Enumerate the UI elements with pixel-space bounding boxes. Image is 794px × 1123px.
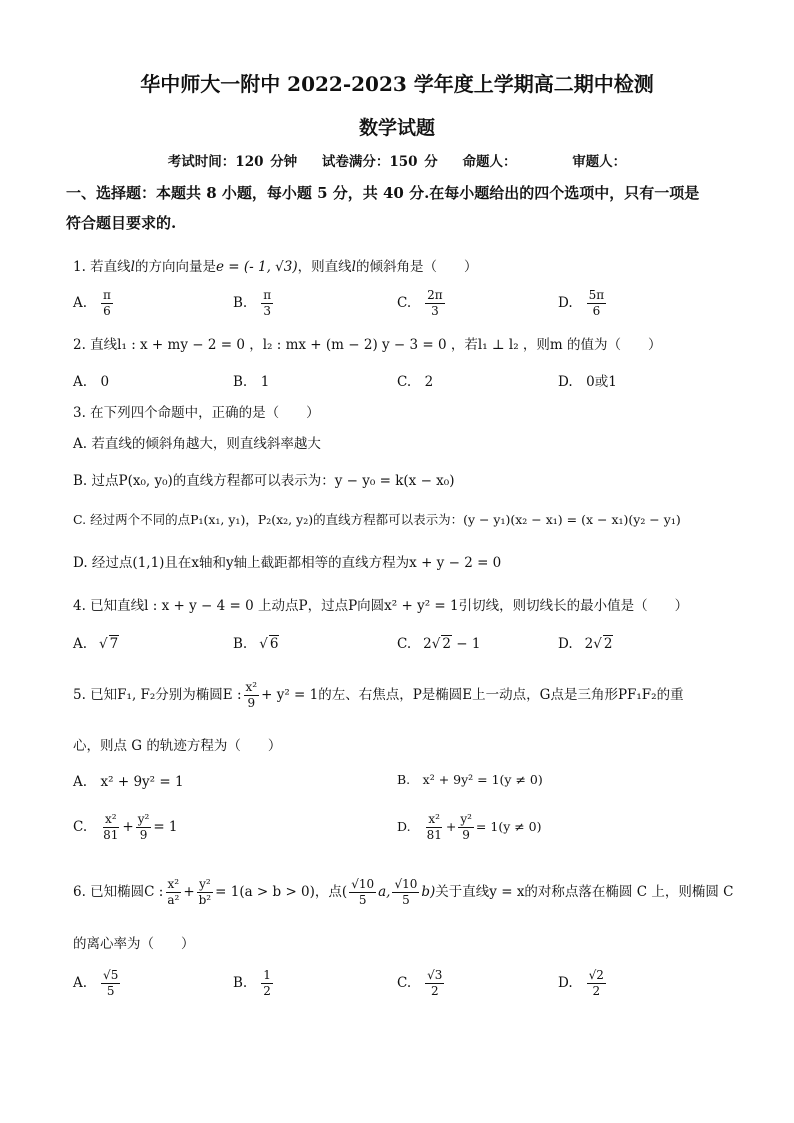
question-3-option-a: A. 若直线的倾斜角越大，则直线斜率越大 <box>73 436 321 452</box>
question-4-option-d: D. 2√ 2 <box>558 636 613 652</box>
section-heading <box>66 178 730 238</box>
question-6-stem: 6. 已知椭圆C : $\frac{\text{x²}}{\text{a²}}$ + $\frac{\text{y²}}{\text{b²}}$ = 1(a > b > 0)，点( $\frac{√10}{5}$ a, $\frac{√10}{5}$ b)关于直线y = x的对称点落在椭圆 C 上，则椭圆 C <box>73 877 734 907</box>
question-4-option-a: A. √ 7 <box>73 636 119 652</box>
question-4-option-c: C. 2√ 2 − 1 <box>397 636 481 652</box>
question-5-option-a: A. x² + 9y² = 1 <box>73 774 184 790</box>
exam-info <box>0 150 794 170</box>
full-score: 试卷满分：150 分 <box>321 154 438 170</box>
question-4-stem: 4. 已知直线l : x + y − 4 = 0 上动点P，过点P向圆x² + y² = 1引切线，则切线长的最小值是（ ） <box>73 598 689 614</box>
question-5-stem: 5. 已知F₁, F₂分别为椭圆E : $\frac{\text{x²}}{9}$ + y² = 1的左、右焦点，P是椭圆E上一动点，G点是三角形PF₁F₂的重 <box>73 680 684 710</box>
question-2-option-c: C. 2 <box>397 374 434 390</box>
question-1-option-c: C. $\frac{2\pi}{3}$ <box>397 288 443 318</box>
section-line-1: 一、选择题：本题共 8 小题，每小题 5 分，共 40 分.在每小题给出的四个选项中，只有一项是 <box>66 184 700 202</box>
question-1-stem: 1. 若直线l的方向向量是e = (- 1, √3)，则直线l的倾斜角是（ ） <box>73 259 478 275</box>
setter: 命题人： <box>462 154 517 170</box>
question-2-option-b: B. 1 <box>233 374 270 390</box>
direction-vector: e = (- 1, √3) <box>216 259 298 275</box>
question-1-option-d: D. $\frac{5\pi}{6}$ <box>558 288 605 318</box>
question-4-option-b: B. √ 6 <box>233 636 279 652</box>
question-6-option-d: D. $\frac{√2}{2}$ <box>558 968 604 998</box>
question-6-stem-line-2: 的离心率为（ ） <box>73 936 195 952</box>
question-2-stem: 2. 直线l₁ : x + my − 2 = 0 ，l₂ : mx + (m − 2) y − 3 = 0 ，若l₁ ⊥ l₂ ，则m 的值为（ ） <box>73 337 662 353</box>
reviewer: 审题人： <box>572 154 627 170</box>
question-6-option-b: B. $\frac{1}{2}$ <box>233 968 271 998</box>
question-5-option-b: B. x² + 9y² = 1(y ≠ 0) <box>397 772 543 787</box>
exam-subtitle: 数学试题 <box>358 117 435 139</box>
question-2-option-a: A. 0 <box>73 374 110 390</box>
question-6-option-a: A. $\frac{√5}{5}$ <box>73 968 119 998</box>
question-2-option-d: D. 0或1 <box>558 374 617 390</box>
exam-time: 考试时间：120 分钟 <box>167 154 298 170</box>
question-3-stem: 3. 在下列四个命题中，正确的是（ ） <box>73 405 320 421</box>
exam-title: 华中师大一附中 2022-2023 学年度上学期高二期中检测 <box>140 72 654 96</box>
question-3-option-b: B. 过点P(x₀, y₀)的直线方程都可以表示为：y − y₀ = k(x − x₀) <box>73 473 455 489</box>
question-1-option-a: A. $\frac{\pi}{6}$ <box>73 288 111 318</box>
question-3-option-d: D. 经过点(1,1)且在x轴和y轴上截距都相等的直线方程为x + y − 2 = 0 <box>73 555 502 571</box>
question-6-option-c: C. $\frac{√3}{2}$ <box>397 968 443 998</box>
question-3-option-c: C. 经过两个不同的点P₁(x₁, y₁)，P₂(x₂, y₂)的直线方程都可以表示为：(y − y₁)(x₂ − x₁) = (x − x₁)(y₂ − y₁) <box>73 512 681 527</box>
question-5-option-d: D. $\frac{\text{x²}}{81}$ + $\frac{\text{y²}}{9}$ = 1(y ≠ 0) <box>397 812 542 842</box>
section-line-2: 符合题目要求的. <box>66 214 177 232</box>
question-1-option-b: B. $\frac{\pi}{3}$ <box>233 288 272 318</box>
question-5-option-c: C. $\frac{\text{x²}}{81}$ + $\frac{\text{y²}}{9}$ = 1 <box>73 812 178 842</box>
question-5-stem-line-2: 心，则点 G 的轨迹方程为（ ） <box>73 738 282 754</box>
